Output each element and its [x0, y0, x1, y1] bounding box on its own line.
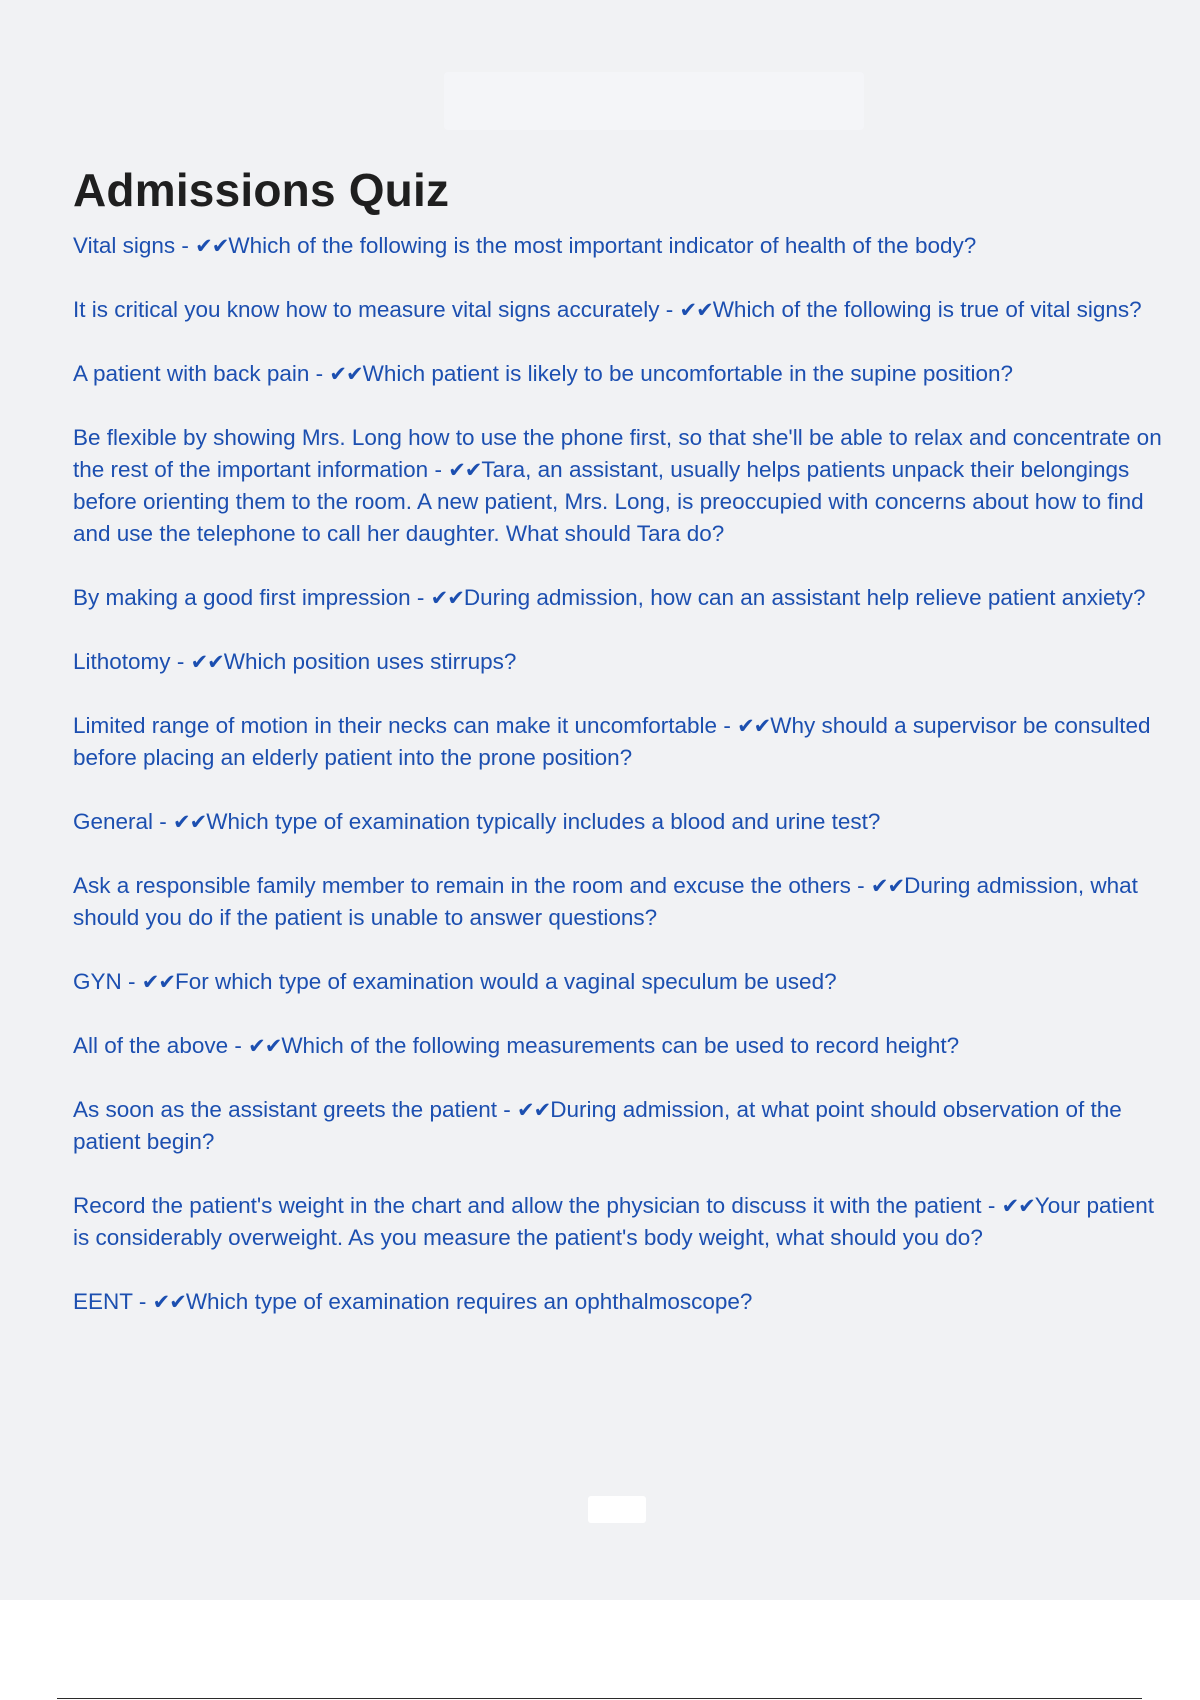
answer-text: Record the patient's weight in the chart and allow the physician to discuss it with the patient [73, 1192, 982, 1218]
bottom-divider [57, 1698, 1142, 1699]
qa-list [73, 230, 1163, 1318]
double-check-icon: ✔✔ [679, 297, 713, 322]
question-text: Why should a supervisor be consulted before placing an elderly patient into the prone position? [73, 712, 1151, 770]
separator: - [175, 232, 196, 258]
answer-text: General [73, 808, 154, 834]
double-check-icon: ✔✔ [141, 969, 175, 994]
qa-item [73, 1286, 1163, 1318]
answer-text: Lithotomy [73, 648, 171, 674]
double-check-icon: ✔✔ [195, 233, 229, 258]
double-check-icon: ✔✔ [870, 873, 905, 898]
page-title: Admissions Quiz [73, 164, 450, 216]
qa-item [73, 230, 1163, 262]
question-text: Which of the following measurements can be used to record height? [281, 1032, 960, 1058]
question-text: During admission, what should you do if the patient is unable to answer questions? [73, 872, 1138, 930]
separator: - [228, 1032, 249, 1058]
separator: - [410, 584, 431, 610]
separator: - [132, 1288, 153, 1314]
double-check-icon: ✔✔ [152, 1289, 186, 1314]
answer-text: EENT [73, 1288, 133, 1314]
answer-text: By making a good first impression [73, 584, 411, 610]
qa-item [73, 582, 1163, 614]
qa-item [73, 422, 1163, 550]
double-check-icon: ✔✔ [737, 713, 771, 738]
footer-placeholder [588, 1496, 646, 1523]
question-text: Which type of examination typically includes a blood and urine test? [206, 808, 881, 834]
header-placeholder [444, 72, 864, 130]
separator: - [153, 808, 174, 834]
answer-text: Vital signs [73, 232, 176, 258]
separator: - [428, 456, 449, 482]
answer-text: It is critical you know how to measure vital signs accurately [73, 296, 660, 322]
question-text: Which of the following is the most important indicator of health of the body? [228, 232, 977, 258]
separator: - [121, 968, 142, 994]
double-check-icon: ✔✔ [248, 1033, 282, 1058]
answer-text: GYN [73, 968, 122, 994]
question-text: Which patient is likely to be uncomfortable in the supine position? [362, 360, 1013, 386]
separator: - [850, 872, 871, 898]
separator: - [659, 296, 680, 322]
answer-text: A patient with back pain [73, 360, 310, 386]
question-text: During admission, how can an assistant help relieve patient anxiety? [463, 584, 1146, 610]
qa-item [73, 294, 1163, 326]
answer-text: All of the above [73, 1032, 229, 1058]
separator: - [981, 1192, 1002, 1218]
separator: - [309, 360, 330, 386]
qa-item [73, 1094, 1163, 1158]
double-check-icon: ✔✔ [430, 585, 464, 610]
double-check-icon: ✔✔ [329, 361, 363, 386]
answer-text: As soon as the assistant greets the patient [73, 1096, 498, 1122]
question-text: Which of the following is true of vital signs? [712, 296, 1142, 322]
question-text: Tara, an assistant, usually helps patients unpack their belongings before orienting them to the room. A new patient, Mrs. Long, is preoccupied with concerns about how to find and use the telephone to call her daughter. What should Tara do? [73, 456, 1144, 546]
qa-item [73, 358, 1163, 390]
separator: - [717, 712, 738, 738]
qa-item [73, 966, 1163, 998]
qa-item [73, 806, 1163, 838]
answer-text: Be flexible by showing Mrs. Long how to use the phone first, so that she'll be able to relax and concentrate on the rest of the important information [73, 424, 1162, 482]
question-text: During admission, at what point should observation of the patient begin? [73, 1096, 1122, 1154]
qa-item [73, 1030, 1163, 1062]
double-check-icon: ✔✔ [1001, 1193, 1035, 1218]
question-text: Which type of examination requires an ophthalmoscope? [185, 1288, 753, 1314]
document-content [73, 165, 1163, 1350]
double-check-icon: ✔✔ [517, 1097, 551, 1122]
qa-item [73, 1190, 1163, 1254]
double-check-icon: ✔✔ [448, 457, 482, 482]
question-text: Which position uses stirrups? [223, 648, 517, 674]
qa-item [73, 646, 1163, 678]
answer-text: Limited range of motion in their necks can make it uncomfortable [73, 712, 718, 738]
question-text: For which type of examination would a vaginal speculum be used? [174, 968, 837, 994]
qa-item [73, 870, 1163, 934]
answer-text: Ask a responsible family member to remain in the room and excuse the others [73, 872, 851, 898]
double-check-icon: ✔✔ [190, 649, 224, 674]
separator: - [497, 1096, 518, 1122]
separator: - [170, 648, 191, 674]
question-text: Your patient is considerably overweight. As you measure the patient's body weight, what should you do? [73, 1192, 1155, 1250]
qa-item [73, 710, 1163, 774]
double-check-icon: ✔✔ [173, 809, 207, 834]
